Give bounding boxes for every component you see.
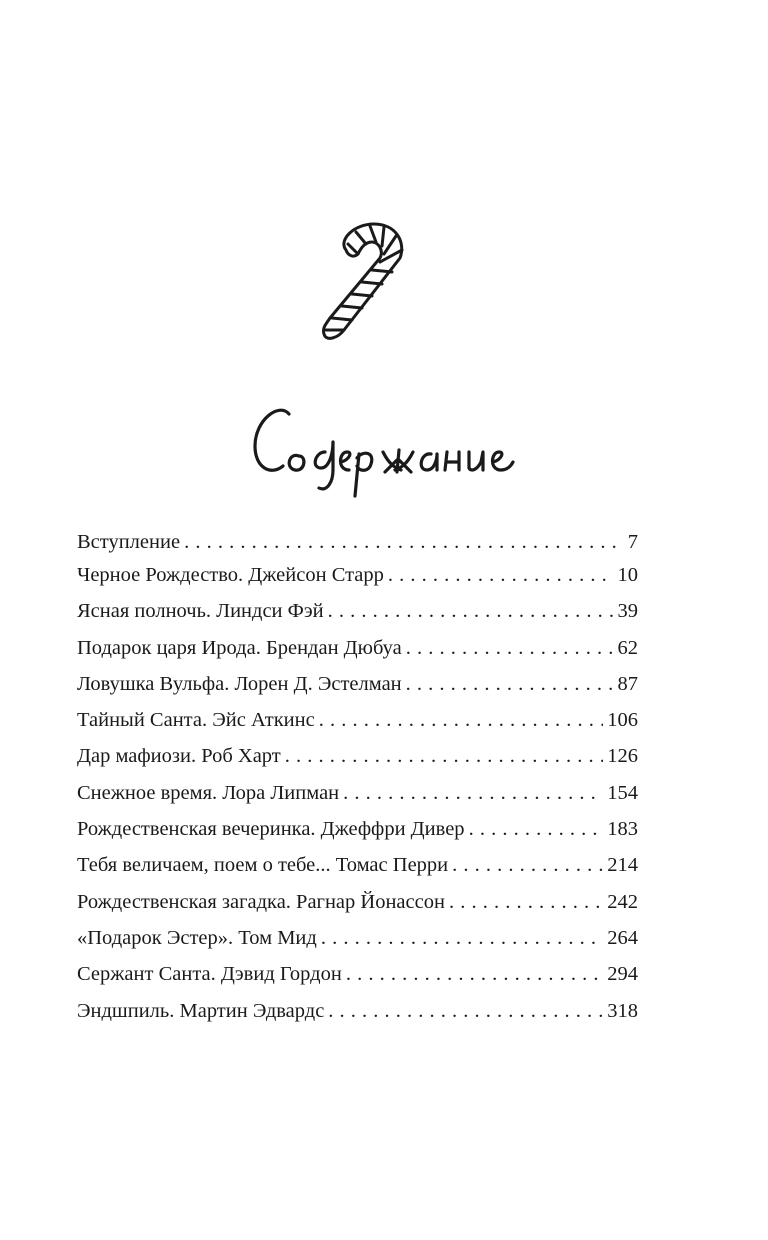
toc-entry[interactable] bbox=[77, 775, 638, 811]
toc-entry-title: Подарок царя Ирода. Брендан Дюбуа bbox=[77, 636, 402, 659]
toc-entry-title: Рождественская вечеринка. Джеффри Дивер bbox=[77, 818, 465, 841]
toc-entry[interactable] bbox=[77, 702, 638, 738]
toc-entry-page-number: 294 bbox=[607, 963, 638, 986]
toc-entry-title: Дар мафиози. Роб Харт bbox=[77, 745, 281, 768]
toc-entry-page-number: 106 bbox=[607, 709, 638, 732]
toc-entry-title: Сержант Санта. Дэвид Гордон bbox=[77, 963, 342, 986]
toc-entry[interactable] bbox=[77, 884, 638, 920]
toc-entry[interactable] bbox=[77, 811, 638, 847]
dot-leader bbox=[328, 593, 614, 629]
dot-leader bbox=[184, 527, 624, 557]
toc-entry[interactable] bbox=[77, 920, 638, 956]
toc-entry-page-number: 7 bbox=[627, 531, 638, 553]
toc-entry-page-number: 183 bbox=[607, 818, 638, 841]
page-title bbox=[0, 392, 768, 512]
dot-leader bbox=[328, 993, 603, 1029]
candy-cane-icon bbox=[318, 218, 410, 344]
toc-entry-title: Снежное время. Лора Липман bbox=[77, 781, 340, 804]
toc-entry-page-number: 62 bbox=[617, 636, 638, 659]
dot-leader bbox=[285, 738, 604, 774]
toc-entry[interactable] bbox=[77, 956, 638, 992]
toc-entry[interactable] bbox=[77, 993, 638, 1029]
toc-entry[interactable] bbox=[77, 630, 638, 666]
toc-entry-page-number: 87 bbox=[617, 672, 638, 695]
toc-entry-page-number: 264 bbox=[607, 926, 638, 949]
dot-leader bbox=[346, 956, 603, 992]
toc-entry[interactable] bbox=[77, 557, 638, 593]
toc-entry-page-number: 39 bbox=[617, 600, 638, 623]
dot-leader bbox=[321, 920, 603, 956]
toc-entry[interactable] bbox=[77, 847, 638, 883]
toc-entry-page-number: 10 bbox=[617, 564, 638, 586]
dot-leader bbox=[452, 847, 603, 883]
toc-entry[interactable] bbox=[77, 527, 638, 557]
toc-entry[interactable] bbox=[77, 593, 638, 629]
dot-leader bbox=[319, 702, 604, 738]
dot-leader bbox=[469, 811, 604, 847]
toc-entry-title: Черное Рождество. Джейсон Старр bbox=[77, 564, 384, 586]
page-title-lettering bbox=[249, 392, 519, 502]
toc-entry-title: Вступление bbox=[77, 531, 181, 553]
toc-entry[interactable] bbox=[77, 666, 638, 702]
toc-entry-title: Тайный Санта. Эйс Аткинс bbox=[77, 709, 315, 732]
dot-leader bbox=[343, 775, 603, 811]
toc-entry-page-number: 214 bbox=[607, 854, 638, 877]
toc-entry-page-number: 126 bbox=[607, 745, 638, 768]
toc-entry-title: Эндшпиль. Мартин Эдвардс bbox=[77, 999, 325, 1022]
toc-entry-title: Ловушка Вульфа. Лорен Д. Эстелман bbox=[77, 672, 402, 695]
dot-leader bbox=[388, 557, 614, 593]
toc-entry-page-number: 318 bbox=[607, 999, 638, 1022]
toc-entry-page-number: 242 bbox=[607, 890, 638, 913]
dot-leader bbox=[406, 630, 614, 666]
toc-entry-title: Ясная полночь. Линдси Фэй bbox=[77, 600, 324, 623]
toc-entry-title: Рождественская загадка. Рагнар Йонассон bbox=[77, 890, 445, 913]
toc-entry-title: «Подарок Эстер». Том Мид bbox=[77, 926, 317, 949]
toc-entry[interactable] bbox=[77, 738, 638, 774]
toc-entry-title: Тебя величаем, поем о тебе... Томас Перри bbox=[77, 854, 449, 877]
dot-leader bbox=[406, 666, 614, 702]
toc-entry-page-number: 154 bbox=[607, 781, 638, 804]
dot-leader bbox=[449, 884, 603, 920]
table-of-contents bbox=[77, 527, 638, 1029]
